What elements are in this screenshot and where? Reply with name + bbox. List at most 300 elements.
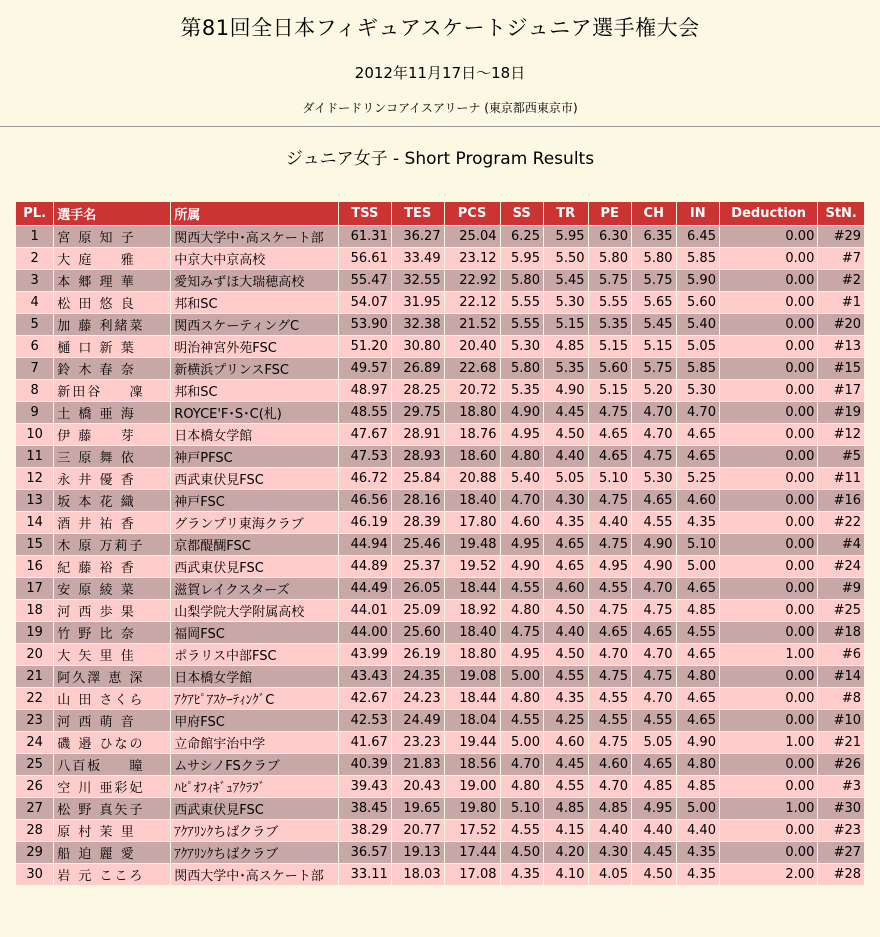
pe-cell: 4.30 [588,842,631,864]
tr-cell: 4.45 [543,402,588,424]
in-cell: 5.00 [676,798,719,820]
results-table [15,201,865,886]
table-row [16,380,865,402]
tes-cell: 28.25 [391,380,444,402]
tes-cell: 20.43 [391,776,444,798]
deduction-cell: 0.00 [719,248,817,270]
ss-cell: 5.00 [500,732,543,754]
tss-cell: 38.45 [339,798,392,820]
pe-cell: 5.60 [588,358,631,380]
place-cell: 28 [16,820,54,842]
tes-cell: 33.49 [391,248,444,270]
table-row [16,446,865,468]
pcs-cell: 18.60 [444,446,500,468]
pe-cell: 4.40 [588,512,631,534]
ch-cell: 4.90 [631,534,676,556]
club-cell: 愛知みずほ大瑞穂高校 [171,270,339,292]
ch-cell: 4.75 [631,446,676,468]
ch-cell: 4.70 [631,578,676,600]
in-cell: 5.90 [676,270,719,292]
deduction-cell: 1.00 [719,732,817,754]
tr-cell: 4.90 [543,380,588,402]
skater-name-cell: 竹 野 比 奈 [54,622,171,644]
club-cell: 明治神宮外苑FSC [171,336,339,358]
pe-cell: 5.35 [588,314,631,336]
skater-name-cell: 木 原 万莉子 [54,534,171,556]
place-cell: 24 [16,732,54,754]
place-cell: 6 [16,336,54,358]
tes-cell: 32.38 [391,314,444,336]
skater-name-cell: 磯 邉 ひなの [54,732,171,754]
start-number-cell: #5 [818,446,865,468]
pcs-cell: 19.08 [444,666,500,688]
ss-cell: 4.95 [500,644,543,666]
in-cell: 4.65 [676,424,719,446]
place-cell: 9 [16,402,54,424]
place-cell: 3 [16,270,54,292]
table-row [16,226,865,248]
table-row [16,534,865,556]
start-number-cell: #14 [818,666,865,688]
deduction-cell: 0.00 [719,556,817,578]
tes-cell: 28.93 [391,446,444,468]
pe-cell: 4.75 [588,402,631,424]
deduction-cell: 0.00 [719,424,817,446]
ch-cell: 4.70 [631,688,676,710]
club-cell: 邦和SC [171,292,339,314]
table-row [16,270,865,292]
ss-cell: 5.80 [500,358,543,380]
header-cell: 所属 [171,202,339,226]
club-cell: 福岡FSC [171,622,339,644]
tss-cell: 44.49 [339,578,392,600]
tr-cell: 4.30 [543,490,588,512]
in-cell: 4.65 [676,644,719,666]
ss-cell: 4.60 [500,512,543,534]
ss-cell: 4.80 [500,600,543,622]
deduction-cell: 0.00 [719,776,817,798]
tss-cell: 40.39 [339,754,392,776]
ss-cell: 5.95 [500,248,543,270]
pcs-cell: 20.88 [444,468,500,490]
deduction-cell: 0.00 [719,688,817,710]
tes-cell: 21.83 [391,754,444,776]
start-number-cell: #29 [818,226,865,248]
tss-cell: 48.55 [339,402,392,424]
pcs-cell: 18.44 [444,578,500,600]
tss-cell: 44.89 [339,556,392,578]
in-cell: 4.65 [676,578,719,600]
tr-cell: 5.45 [543,270,588,292]
table-row [16,732,865,754]
header-cell: CH [631,202,676,226]
pe-cell: 4.75 [588,534,631,556]
ss-cell: 4.55 [500,710,543,732]
tr-cell: 4.60 [543,732,588,754]
pcs-cell: 20.72 [444,380,500,402]
ch-cell: 4.65 [631,754,676,776]
place-cell: 21 [16,666,54,688]
in-cell: 4.90 [676,732,719,754]
tr-cell: 5.50 [543,248,588,270]
deduction-cell: 0.00 [719,820,817,842]
pcs-cell: 21.52 [444,314,500,336]
pcs-cell: 17.44 [444,842,500,864]
header-cell: PCS [444,202,500,226]
in-cell: 4.65 [676,446,719,468]
pcs-cell: 18.56 [444,754,500,776]
in-cell: 4.70 [676,402,719,424]
club-cell: ｱｸｱﾘﾝｸちばクラブ [171,842,339,864]
deduction-cell: 0.00 [719,336,817,358]
tr-cell: 5.15 [543,314,588,336]
tss-cell: 41.67 [339,732,392,754]
tss-cell: 56.61 [339,248,392,270]
table-row [16,842,865,864]
place-cell: 29 [16,842,54,864]
table-row [16,292,865,314]
pe-cell: 5.10 [588,468,631,490]
deduction-cell: 0.00 [719,358,817,380]
place-cell: 5 [16,314,54,336]
ss-cell: 4.90 [500,402,543,424]
place-cell: 27 [16,798,54,820]
tss-cell: 39.43 [339,776,392,798]
club-cell: グランプリ東海クラブ [171,512,339,534]
tss-cell: 47.53 [339,446,392,468]
pcs-cell: 18.04 [444,710,500,732]
deduction-cell: 0.00 [719,754,817,776]
deduction-cell: 0.00 [719,600,817,622]
in-cell: 5.05 [676,336,719,358]
tr-cell: 4.55 [543,666,588,688]
skater-name-cell: 本 郷 理 華 [54,270,171,292]
ch-cell: 4.40 [631,820,676,842]
ch-cell: 5.15 [631,336,676,358]
club-cell: 滋賀レイクスターズ [171,578,339,600]
place-cell: 23 [16,710,54,732]
ss-cell: 4.50 [500,842,543,864]
tr-cell: 4.15 [543,820,588,842]
table-row [16,248,865,270]
ss-cell: 4.55 [500,578,543,600]
skater-name-cell: 宮 原 知 子 [54,226,171,248]
tss-cell: 38.29 [339,820,392,842]
place-cell: 20 [16,644,54,666]
ch-cell: 4.45 [631,842,676,864]
tss-cell: 43.43 [339,666,392,688]
ch-cell: 4.70 [631,424,676,446]
pcs-cell: 17.52 [444,820,500,842]
tr-cell: 4.35 [543,512,588,534]
in-cell: 5.85 [676,358,719,380]
tes-cell: 26.05 [391,578,444,600]
ss-cell: 5.55 [500,292,543,314]
tss-cell: 47.67 [339,424,392,446]
ss-cell: 4.80 [500,688,543,710]
pcs-cell: 23.12 [444,248,500,270]
pcs-cell: 17.80 [444,512,500,534]
place-cell: 8 [16,380,54,402]
in-cell: 5.60 [676,292,719,314]
header-cell: TSS [339,202,392,226]
in-cell: 5.30 [676,380,719,402]
club-cell: 西武東伏見FSC [171,556,339,578]
table-row [16,864,865,886]
tss-cell: 46.56 [339,490,392,512]
in-cell: 4.35 [676,512,719,534]
pe-cell: 4.55 [588,688,631,710]
ch-cell: 4.95 [631,798,676,820]
table-row [16,490,865,512]
pcs-cell: 18.40 [444,622,500,644]
ch-cell: 5.30 [631,468,676,490]
pe-cell: 4.40 [588,820,631,842]
pcs-cell: 18.76 [444,424,500,446]
ch-cell: 5.20 [631,380,676,402]
tss-cell: 44.01 [339,600,392,622]
tes-cell: 24.23 [391,688,444,710]
place-cell: 10 [16,424,54,446]
start-number-cell: #22 [818,512,865,534]
club-cell: ｱｸｱﾘﾝｸちばクラブ [171,820,339,842]
ss-cell: 5.30 [500,336,543,358]
club-cell: ROYCE'F･S･C(札) [171,402,339,424]
tes-cell: 28.91 [391,424,444,446]
ss-cell: 4.75 [500,622,543,644]
ch-cell: 5.75 [631,358,676,380]
ss-cell: 5.55 [500,314,543,336]
club-cell: 日本橋女学館 [171,424,339,446]
ss-cell: 4.90 [500,556,543,578]
ch-cell: 5.75 [631,270,676,292]
ss-cell: 5.35 [500,380,543,402]
start-number-cell: #23 [818,820,865,842]
in-cell: 4.65 [676,688,719,710]
start-number-cell: #24 [818,556,865,578]
ch-cell: 4.55 [631,512,676,534]
in-cell: 6.45 [676,226,719,248]
tr-cell: 4.25 [543,710,588,732]
place-cell: 4 [16,292,54,314]
pcs-cell: 18.40 [444,490,500,512]
place-cell: 11 [16,446,54,468]
header-cell: IN [676,202,719,226]
tss-cell: 33.11 [339,864,392,886]
skater-name-cell: 酒 井 祐 香 [54,512,171,534]
start-number-cell: #16 [818,490,865,512]
club-cell: 山梨学院大学附属高校 [171,600,339,622]
club-cell: 新横浜プリンスFSC [171,358,339,380]
tes-cell: 36.27 [391,226,444,248]
pe-cell: 5.15 [588,336,631,358]
in-cell: 4.65 [676,710,719,732]
table-row [16,600,865,622]
tes-cell: 19.13 [391,842,444,864]
place-cell: 14 [16,512,54,534]
deduction-cell: 1.00 [719,644,817,666]
pe-cell: 4.70 [588,776,631,798]
tes-cell: 24.35 [391,666,444,688]
tes-cell: 26.89 [391,358,444,380]
pe-cell: 5.80 [588,248,631,270]
tr-cell: 4.60 [543,578,588,600]
pe-cell: 6.30 [588,226,631,248]
start-number-cell: #4 [818,534,865,556]
ss-cell: 4.95 [500,424,543,446]
tss-cell: 46.19 [339,512,392,534]
table-row [16,666,865,688]
tss-cell: 48.97 [339,380,392,402]
skater-name-cell: 大 庭 雅 [54,248,171,270]
tes-cell: 25.37 [391,556,444,578]
deduction-cell: 0.00 [719,292,817,314]
table-row [16,402,865,424]
header-cell: TES [391,202,444,226]
start-number-cell: #10 [818,710,865,732]
club-cell: 西武東伏見FSC [171,468,339,490]
club-cell: 甲府FSC [171,710,339,732]
results-subtitle: ジュニア女子 - Short Program Results [285,149,595,169]
club-cell: 邦和SC [171,380,339,402]
header-cell: Deduction [719,202,817,226]
ch-cell: 5.45 [631,314,676,336]
pe-cell: 4.65 [588,622,631,644]
deduction-cell: 0.00 [719,468,817,490]
tes-cell: 19.65 [391,798,444,820]
deduction-cell: 1.00 [719,798,817,820]
pe-cell: 4.75 [588,490,631,512]
in-cell: 4.80 [676,754,719,776]
tr-cell: 4.40 [543,446,588,468]
ch-cell: 4.65 [631,622,676,644]
skater-name-cell: 永 井 優 香 [54,468,171,490]
ss-cell: 4.70 [500,490,543,512]
skater-name-cell: 山 田 さくら [54,688,171,710]
start-number-cell: #9 [818,578,865,600]
club-cell: ﾊﾋﾟｵﾌｨｷﾞｭｱｸﾗﾌﾞ [171,776,339,798]
ch-cell: 4.65 [631,490,676,512]
tss-cell: 43.99 [339,644,392,666]
place-cell: 17 [16,578,54,600]
place-cell: 12 [16,468,54,490]
start-number-cell: #26 [818,754,865,776]
tr-cell: 4.50 [543,644,588,666]
table-row [16,644,865,666]
skater-name-cell: 安 原 綾 菜 [54,578,171,600]
tss-cell: 51.20 [339,336,392,358]
skater-name-cell: 八百板 瞳 [54,754,171,776]
header-cell: StN. [818,202,865,226]
ss-cell: 4.95 [500,534,543,556]
pe-cell: 4.70 [588,644,631,666]
ch-cell: 4.55 [631,710,676,732]
start-number-cell: #1 [818,292,865,314]
skater-name-cell: 伊 藤 芽 [54,424,171,446]
deduction-cell: 0.00 [719,380,817,402]
place-cell: 26 [16,776,54,798]
pe-cell: 4.75 [588,600,631,622]
club-cell: ムサシノFSクラブ [171,754,339,776]
club-cell: 西武東伏見FSC [171,798,339,820]
skater-name-cell: 新田谷 凜 [54,380,171,402]
tes-cell: 29.75 [391,402,444,424]
ch-cell: 4.70 [631,402,676,424]
start-number-cell: #18 [818,622,865,644]
pcs-cell: 19.44 [444,732,500,754]
ch-cell: 4.90 [631,556,676,578]
tes-cell: 25.84 [391,468,444,490]
start-number-cell: #11 [818,468,865,490]
start-number-cell: #6 [818,644,865,666]
table-row [16,688,865,710]
skater-name-cell: 阿久澤 恵 深 [54,666,171,688]
tr-cell: 4.40 [543,622,588,644]
table-row [16,468,865,490]
ss-cell: 4.35 [500,864,543,886]
club-cell: 中京大中京高校 [171,248,339,270]
in-cell: 5.40 [676,314,719,336]
pcs-cell: 17.08 [444,864,500,886]
ch-cell: 4.70 [631,644,676,666]
table-row [16,314,865,336]
pe-cell: 5.55 [588,292,631,314]
tr-cell: 4.50 [543,600,588,622]
header-cell: 選手名 [54,202,171,226]
place-cell: 19 [16,622,54,644]
table-row [16,820,865,842]
pe-cell: 4.85 [588,798,631,820]
start-number-cell: #21 [818,732,865,754]
ch-cell: 4.75 [631,600,676,622]
start-number-cell: #20 [818,314,865,336]
start-number-cell: #8 [818,688,865,710]
in-cell: 4.85 [676,600,719,622]
place-cell: 25 [16,754,54,776]
in-cell: 5.25 [676,468,719,490]
place-cell: 30 [16,864,54,886]
tes-cell: 24.49 [391,710,444,732]
deduction-cell: 0.00 [719,578,817,600]
tr-cell: 4.85 [543,336,588,358]
ss-cell: 4.80 [500,446,543,468]
table-row [16,710,865,732]
tr-cell: 5.35 [543,358,588,380]
club-cell: ｱｸｱﾋﾟｱｽｹｰﾃｨﾝｸﾞC [171,688,339,710]
divider [0,126,880,127]
pcs-cell: 19.52 [444,556,500,578]
skater-name-cell: 紀 藤 裕 香 [54,556,171,578]
tss-cell: 53.90 [339,314,392,336]
ss-cell: 4.70 [500,754,543,776]
ss-cell: 4.55 [500,820,543,842]
club-cell: 神戸PFSC [171,446,339,468]
club-cell: ポラリス中部FSC [171,644,339,666]
pcs-cell: 25.04 [444,226,500,248]
header-cell: PL. [16,202,54,226]
in-cell: 5.10 [676,534,719,556]
skater-name-cell: 松 田 悠 良 [54,292,171,314]
pe-cell: 4.65 [588,446,631,468]
table-row [16,336,865,358]
tr-cell: 4.55 [543,776,588,798]
place-cell: 2 [16,248,54,270]
deduction-cell: 0.00 [719,270,817,292]
skater-name-cell: 船 迫 麗 愛 [54,842,171,864]
table-row [16,754,865,776]
tr-cell: 4.65 [543,556,588,578]
start-number-cell: #30 [818,798,865,820]
